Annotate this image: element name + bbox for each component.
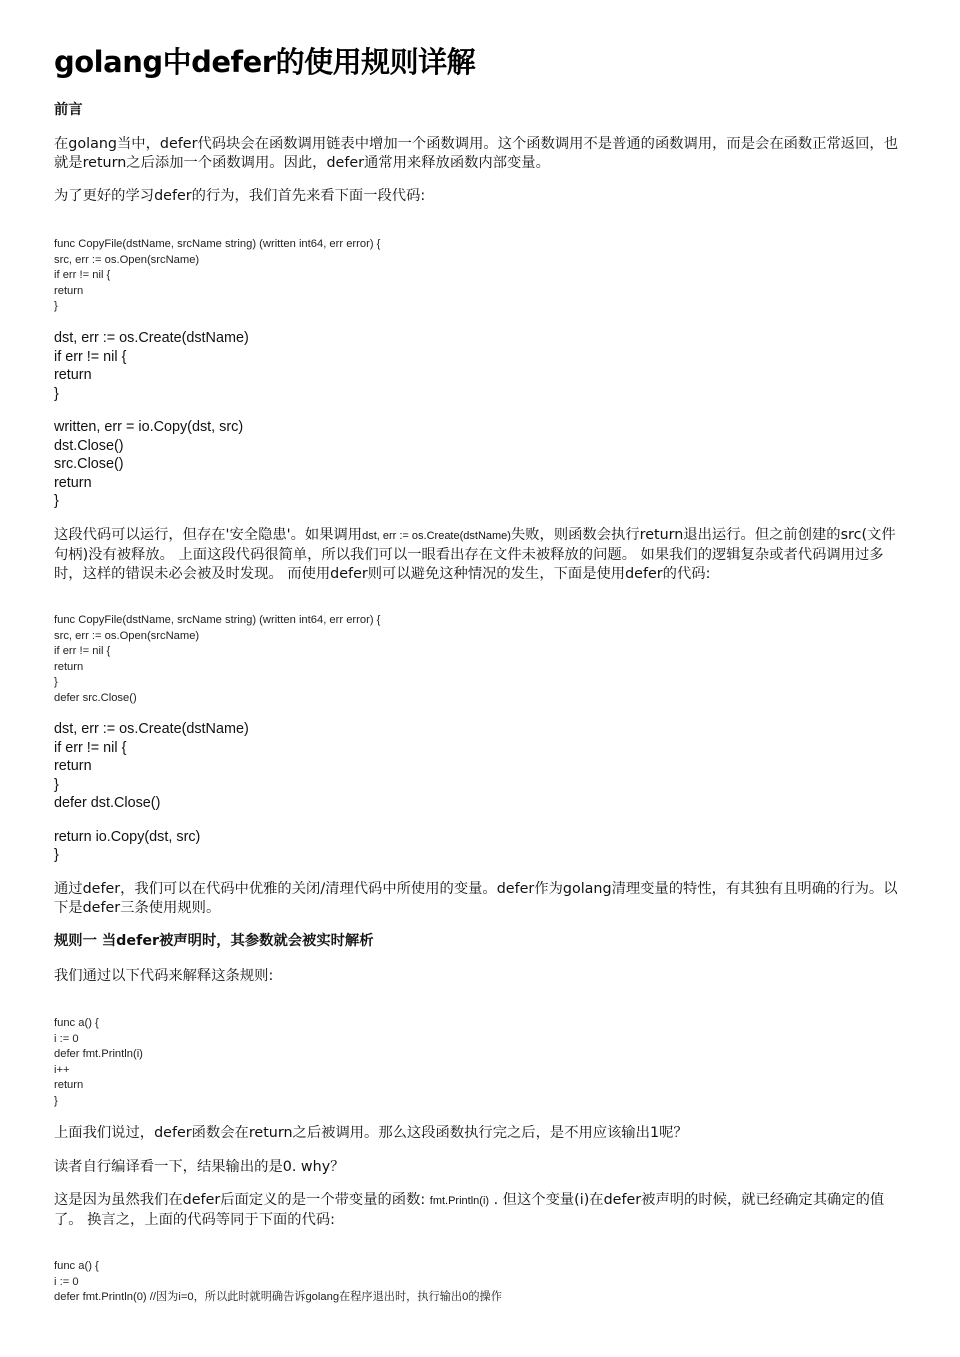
code-line: } [54,300,58,312]
code-block-2-header [54,613,380,706]
code-line: src, err := os.Open(srcName) [54,629,200,642]
paragraph-lead-in: 为了更好的学习defer的行为，我们首先来看下面一段代码: [54,188,426,204]
paragraph-risk [54,526,906,584]
code-line: written, err = io.Copy(dst, src) [54,419,244,435]
code-line: i := 0 [54,1032,79,1045]
code-line: defer dst.Close() [54,795,161,811]
code-line: return [54,1079,84,1091]
code-line: if err != nil { [54,348,127,365]
code-line: func a() { [54,1260,99,1272]
code-line: func CopyFile(dstName, srcName string) (written int64, err error) { [54,238,381,250]
paragraph-result: 读者自行编译看一下，结果输出的是0. why？ [54,1159,345,1175]
code-block-4 [54,1259,502,1306]
code-block-1-body [54,329,249,511]
code-line: src, err := os.Open(srcName) [54,253,200,266]
code-line: src.Close() [54,456,124,472]
code-line: return [54,474,92,491]
rule-one-text: defer被声明时，其参数就会被实时解析 [116,933,374,949]
code-line: } [54,847,59,863]
code-block-1-header [54,237,380,315]
inline-code: dst, err := os.Create(dstName) [362,530,511,542]
code-line: defer fmt.Println(i) [54,1048,143,1060]
paragraph-question: 上面我们说过，defer函数会在return之后被调用。那么这段函数执行完之后，是不用应该输出1呢？ [54,1125,688,1141]
paragraph-explanation-text-b: . 但这个变量(i)在defer被声明的时候，就已经确定其确定的值了。 换言之，上面的代码等同于下面的代码: [54,1192,885,1228]
inline-code: fmt.Println(i) [429,1195,490,1207]
paragraph-risk-text-a: 这段代码可以运行，但存在'安全隐患'。如果调用 [54,527,363,543]
code-line: return [54,284,84,297]
code-line: dst.Close() [54,437,124,454]
code-line: return io.Copy(dst, src) [54,828,201,845]
code-line: } [54,676,58,688]
code-line: defer fmt.Println(0) //因为i=0，所以此时就明确告诉golang在程序退出时，执行输出0的操作 [54,1291,502,1303]
code-line: } [54,1094,58,1107]
paragraph-risk-text-b: 失败，则函数会执行return退出运行。但之前创建的src(文件句柄)没有被释放。 上面这段代码很简单，所以我们可以一眼看出存在文件未被释放的问题。 如果我们的逻辑复杂或者代码调用过多时，这样的错误未必会被及时发现。 而使用defer则可以避免这种情况的发生，下面是使用defer的代码: [54,527,896,582]
code-line: func CopyFile(dstName, srcName string) (written int64, err error) { [54,614,381,626]
code-line: func a() { [54,1017,99,1029]
rule-one-prefix: 规则一 当 [54,933,117,949]
code-line: i := 0 [54,1275,79,1288]
code-line: dst, err := os.Create(dstName) [54,721,249,737]
code-line: return [54,660,84,673]
code-block-3 [54,1016,143,1109]
code-line-blank [54,403,249,418]
code-line: } [54,385,59,402]
paragraph-defer-benefit: 通过defer，我们可以在代码中优雅的关闭/清理代码中所使用的变量。defer作为golang清理变量的特性，有其独有且明确的行为。以下是defer三条使用规则。 [54,881,898,916]
code-line-blank [54,813,249,828]
rule-one-heading [54,932,906,951]
code-line: defer src.Close() [54,691,137,704]
code-line: return [54,367,92,383]
code-line: } [54,776,59,793]
paragraph-rule-explain: 我们通过以下代码来解释这条规则: [54,968,274,984]
code-block-2-body [54,720,249,865]
code-line: if err != nil { [54,269,111,281]
code-line: if err != nil { [54,739,127,756]
paragraph-explanation [54,1191,906,1230]
paragraph-intro: 在golang当中，defer代码块会在函数调用链表中增加一个函数调用。这个函数调用不是普通的函数调用，而是会在函数正常返回，也就是return之后添加一个函数调用。因此，defer通常用来释放函数内部变量。 [54,136,898,171]
paragraph-explanation-text-a: 这是因为虽然我们在defer后面定义的是一个带变量的函数: [54,1192,430,1208]
section-heading-preface: 前言 [54,102,83,118]
page-title: golang中defer的使用规则详解 [54,45,476,79]
code-line: } [54,493,59,509]
code-line: i++ [54,1063,70,1076]
code-line: dst, err := os.Create(dstName) [54,330,249,346]
code-line: return [54,758,92,774]
code-line: if err != nil { [54,645,111,657]
